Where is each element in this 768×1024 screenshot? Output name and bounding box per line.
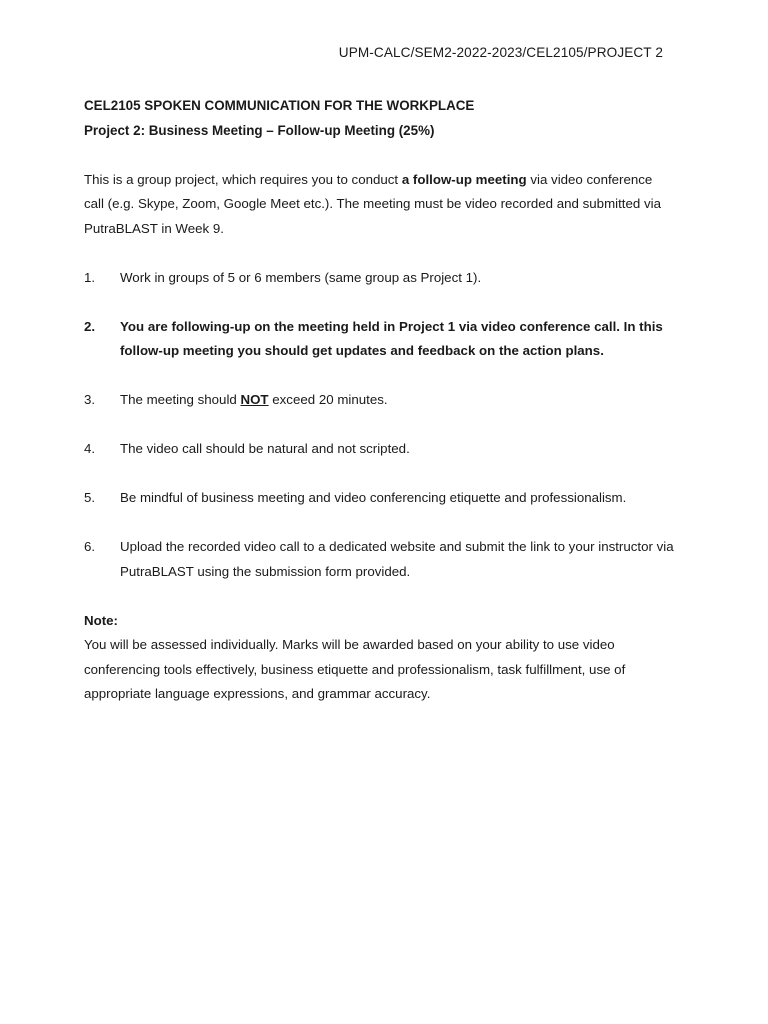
document-subtitle: Project 2: Business Meeting – Follow-up Meeting (25%) [84, 122, 435, 138]
list-item-text: You are following-up on the meeting held in Project 1 via video conference call. In this follow-up meeting you should get updates and feedback on the action plans. [120, 318, 663, 358]
list-item-text: Work in groups of 5 or 6 members (same group as Project 1). [120, 269, 482, 285]
list-item [84, 535, 674, 584]
list-item [84, 315, 674, 364]
list-item-number: 3. [84, 392, 96, 407]
list-item [84, 486, 674, 511]
list-item-text: Be mindful of business meeting and video conferencing etiquette and professionalism. [120, 490, 627, 505]
intro-emphasis: a follow-up meeting [401, 171, 527, 187]
document-title: CEL2105 SPOKEN COMMUNICATION FOR THE WORKPLACE [84, 98, 475, 113]
intro-text-before: This is a group project, which requires you to conduct [84, 171, 402, 187]
list-item-number: 2. [84, 318, 96, 334]
list-item-text: The video call should be natural and not scripted. [120, 441, 410, 456]
list-item-number: 4. [84, 441, 96, 456]
list-item-text: Upload the recorded video call to a dedicated website and submit the link to your instructor via PutraBLAST using the submission form provided. [120, 539, 674, 579]
not-emphasis: NOT [240, 392, 269, 407]
list-item-text-after: exceed 20 minutes. [268, 392, 388, 407]
list-item [84, 388, 674, 413]
list-item-number: 1. [84, 269, 96, 285]
instruction-list [84, 266, 674, 585]
list-item-number: 5. [84, 490, 96, 505]
header-reference: UPM-CALC/SEM2-2022-2023/CEL2105/PROJECT 2 [338, 45, 663, 60]
intro-text-after: via video conference call (e.g. Skype, Zoom, Google Meet etc.). The meeting must be video recorded and submitted via PutraBLAST in Week 9. [84, 171, 661, 236]
note-label: Note: [84, 612, 118, 628]
intro-paragraph [84, 168, 674, 242]
list-item-text [120, 388, 674, 413]
document-body [84, 94, 674, 707]
note-text: You will be assessed individually. Marks will be awarded based on your ability to use video conferencing tools effectively, business etiquette and professionalism, task fulfillment, use of appropriate language expressions, and grammar accuracy. [84, 637, 626, 701]
list-item-text-before: The meeting should [120, 392, 241, 407]
list-item-number: 6. [84, 539, 96, 554]
list-item [84, 437, 674, 462]
list-item [84, 266, 674, 291]
